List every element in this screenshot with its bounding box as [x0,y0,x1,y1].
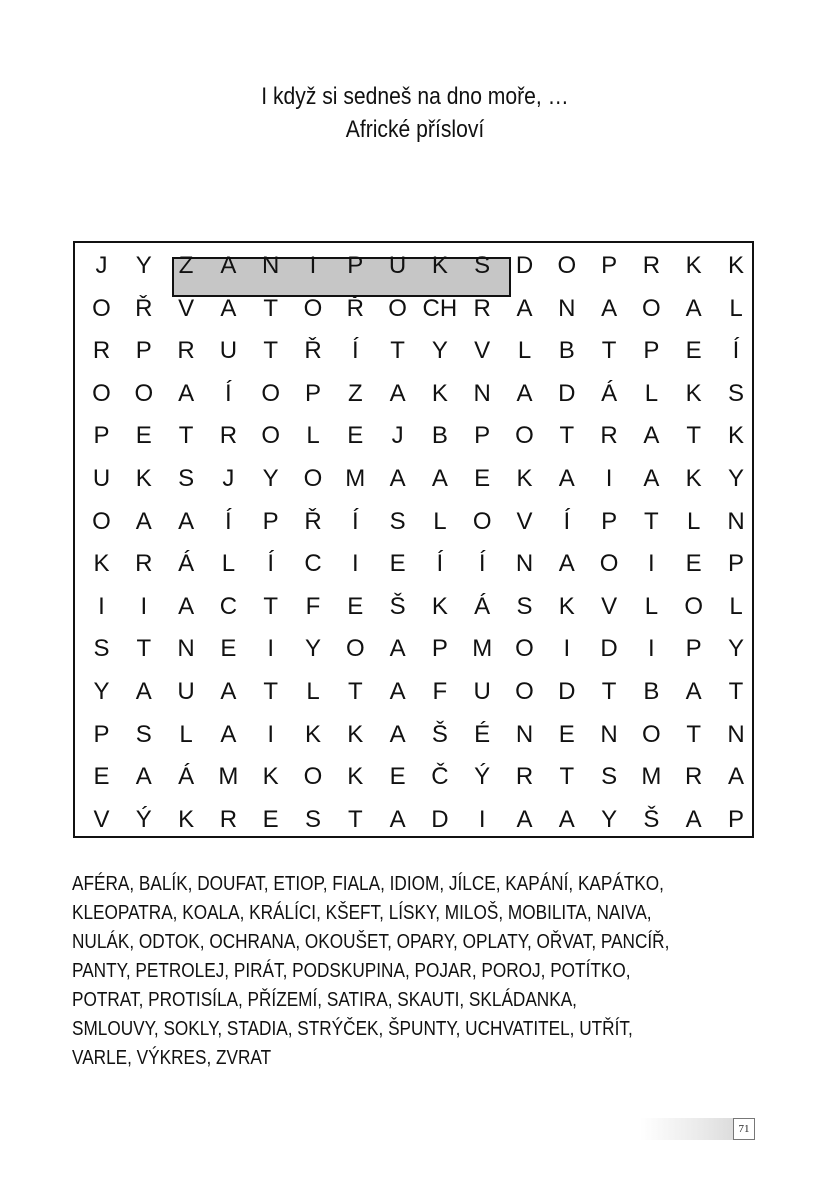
grid-letter: Í [436,550,444,578]
grid-letter: Á [601,379,618,407]
grid-letter: V [178,294,195,322]
grid-letter: Ý [474,763,491,791]
grid-letter: A [431,465,448,492]
grid-letter: U [473,678,491,705]
grid-letter: A [601,294,618,322]
grid-letter: J [95,252,108,279]
grid-letter: B [643,678,660,705]
grid-letter: E [685,550,702,578]
grid-letter: R [473,294,491,322]
grid-letter: F [305,592,321,620]
grid-letter: A [389,805,406,833]
grid-letter: O [303,294,323,322]
grid-letter: D [558,379,576,407]
grid-letter: I [648,635,655,663]
grid-row [75,502,752,542]
grid-letter: Á [178,763,195,791]
grid-letter: Z [178,252,194,279]
grid-letter: L [729,294,743,322]
grid-letter: O [92,379,111,407]
grid-letter: Č [431,763,449,791]
grid-row [75,289,752,329]
grid-letter: E [135,422,152,450]
grid-letter: O [684,592,704,620]
word-list-line: NULÁK, ODTOK, OCHRANA, OKOUŠET, OPARY, OPLATY, OŘVAT, PANCÍŘ, [72,931,670,953]
grid-letter: A [135,763,152,791]
word-list-line: POTRAT, PROTISÍLA, PŘÍZEMÍ, SATIRA, SKAUTI, SKLÁDANKA, [72,989,577,1011]
grid-letter: U [92,465,111,492]
grid-letter: Í [478,550,486,578]
grid-letter: P [685,635,702,663]
grid-letter: K [558,592,575,620]
grid-letter: A [220,294,237,322]
grid-letter: M [218,763,239,791]
grid-letter: N [262,252,280,279]
grid-letter: T [601,678,617,705]
grid-letter: O [388,294,407,322]
grid-letter: C [219,592,238,620]
grid-letter: O [599,550,619,578]
grid-letter: L [729,592,743,620]
grid-letter: A [558,550,575,578]
grid-letter: L [687,507,701,535]
grid-letter: R [600,422,618,450]
grid-letter: T [263,678,279,705]
grid-letter: A [643,422,660,450]
grid-row [75,331,752,371]
grid-letter: Í [732,337,740,365]
grid-letter: O [345,635,365,663]
grid-letter: K [685,465,702,492]
grid-letter: A [727,763,744,791]
grid-letter: D [515,252,534,279]
grid-letter: R [685,763,703,791]
grid-letter: E [474,465,491,492]
grid-letter: T [347,805,363,833]
grid-letter: S [304,805,321,833]
grid-letter: E [389,550,406,578]
page-number: 71 [733,1118,755,1140]
grid-row [75,246,752,286]
grid-letter: O [261,422,281,450]
grid-letter: O [642,720,661,748]
grid-letter: O [134,379,154,407]
grid-letter: J [222,465,235,492]
grid-letter: CH [422,294,458,322]
grid-row [75,416,752,456]
grid-letter: Š [643,805,660,833]
grid-letter: U [219,337,238,365]
grid-letter: E [685,337,702,365]
grid-letter: K [347,720,364,748]
grid-letter: É [474,720,491,748]
grid-letter: A [389,635,406,663]
grid-letter: Y [135,252,152,279]
grid-letter: E [262,805,279,833]
grid-letter: O [92,294,111,322]
grid-letter: P [643,337,660,365]
grid-letter: S [601,763,618,791]
grid-letter: K [727,422,744,450]
grid-letter: A [643,465,660,492]
grid-letter: K [93,550,110,578]
grid-letter: L [644,379,659,407]
grid-letter: I [605,465,613,492]
grid-row [75,459,752,499]
grid-letter: N [177,635,195,663]
grid-letter: T [390,337,405,365]
grid-letter: V [474,337,491,365]
grid-letter: A [389,678,406,705]
grid-letter: Y [727,635,744,663]
grid-letter: Z [347,379,363,407]
grid-letter: Í [267,550,275,578]
grid-letter: P [601,252,618,279]
grid-letter: A [135,678,152,705]
grid-letter: A [516,294,533,322]
grid-letter: K [727,252,744,279]
grid-letter: J [391,422,404,450]
grid-letter: N [727,720,745,748]
word-list-line: AFÉRA, BALÍK, DOUFAT, ETIOP, FIALA, IDIOM, JÍLCE, KAPÁNÍ, KAPÁTKO, [72,873,664,895]
grid-letter: I [98,592,105,620]
page-header [50,80,780,146]
grid-letter: O [261,379,281,407]
grid-letter: K [304,720,321,748]
grid-letter: Y [262,465,279,492]
grid-letter: K [178,805,195,833]
grid-letter: Š [389,592,406,620]
grid-letter: O [515,422,534,450]
grid-letter: A [389,720,406,748]
grid-letter: P [601,507,618,535]
grid-letter: L [433,507,447,535]
grid-letter: R [92,337,111,365]
grid-letter: V [516,507,533,535]
grid-letter: K [135,465,152,492]
grid-letter: P [727,805,744,833]
grid-letter: P [347,252,364,279]
grid-letter: V [601,592,618,620]
word-list [72,870,760,1073]
grid-letter: Á [474,592,491,620]
grid-letter: V [93,805,110,833]
grid-letter: E [347,422,364,450]
grid-letter: A [178,379,195,407]
grid-letter: O [557,252,577,279]
grid-row [75,629,752,669]
grid-letter: D [600,635,618,663]
grid-letter: L [306,422,320,450]
grid-letter: B [431,422,448,450]
grid-letter: T [686,720,702,748]
grid-letter: L [179,720,193,748]
grid-letter: Í [563,507,571,535]
grid-letter: T [559,763,575,791]
grid-letter: Á [178,550,195,578]
grid-letter: Y [601,805,618,833]
grid-letter: A [558,465,575,492]
grid-letter: A [685,678,702,705]
grid-letter: K [431,379,448,407]
grid-letter: A [389,379,406,407]
grid-letter: S [178,465,195,492]
grid-row [75,587,752,627]
grid-letter: I [648,550,655,578]
grid-letter: Y [93,678,110,705]
grid-letter: S [474,252,491,279]
grid-letter: E [558,720,575,748]
grid-letter: T [728,678,744,705]
grid-letter: O [303,763,323,791]
grid-letter: A [685,294,702,322]
grid-letter: N [515,720,534,748]
word-list-line: KLEOPATRA, KOALA, KRÁLÍCI, KŠEFT, LÍSKY, MILOŠ, MOBILITA, NAIVA, [72,902,652,924]
grid-letter: K [262,763,279,791]
grid-letter: Y [727,465,744,492]
grid-letter: A [685,805,702,833]
grid-letter: I [267,635,275,663]
grid-letter: O [303,465,323,492]
grid-letter: R [219,805,238,833]
grid-letter: A [220,678,237,705]
grid-letter: A [220,252,237,279]
grid-letter: S [93,635,110,663]
grid-letter: L [306,678,320,705]
grid-letter: K [516,465,533,492]
grid-letter: T [136,635,152,663]
grid-letter: O [642,294,661,322]
grid-letter: S [389,507,406,535]
grid-row [75,757,752,797]
quote-source: Africké přísloví [345,116,485,143]
grid-letter: T [686,422,702,450]
grid-letter: L [644,592,659,620]
grid-letter: E [347,592,364,620]
grid-letter: A [220,720,237,748]
grid-letter: I [140,592,148,620]
grid-letter: Í [351,507,359,535]
word-search-grid [73,241,754,838]
grid-letter: D [431,805,449,833]
grid-letter: A [178,507,195,535]
grid-letter: O [515,678,534,705]
grid-row [75,672,752,712]
grid-letter: R [135,550,153,578]
grid-letter: U [388,252,407,279]
grid-letter: A [178,592,195,620]
grid-letter: I [309,252,317,279]
grid-letter: R [219,422,238,450]
grid-letter: Ř [135,294,153,322]
grid-letter: E [93,763,110,791]
grid-letter: K [685,379,702,407]
grid-letter: E [389,763,406,791]
grid-letter: N [600,720,618,748]
grid-letter: Ř [304,507,322,535]
grid-letter: C [304,550,322,578]
grid-letter: A [389,465,406,492]
grid-letter: T [263,337,279,365]
grid-letter: N [473,379,491,407]
word-list-line: SMLOUVY, SOKLY, STADIA, STRÝČEK, ŠPUNTY, UCHVATITEL, UTŘÍT, [72,1018,633,1040]
grid-letter: R [515,763,534,791]
grid-letter: F [432,678,448,705]
grid-letter: P [474,422,491,450]
grid-letter: I [351,550,359,578]
grid-letter: U [177,678,195,705]
grid-letter: S [135,720,152,748]
grid-letter: Ř [304,337,322,365]
grid-letter: A [558,805,575,833]
grid-letter: S [727,379,744,407]
grid-letter: K [685,252,702,279]
grid-letter: O [515,635,534,663]
word-list-line: PANTY, PETROLEJ, PIRÁT, PODSKUPINA, POJAR, POROJ, POTÍTKO, [72,960,631,982]
grid-letter: T [347,678,363,705]
grid-letter: A [516,805,533,833]
grid-letter: K [431,592,448,620]
grid-letter: P [262,507,279,535]
grid-letter: P [93,422,110,450]
grid-letter: P [727,550,744,578]
grid-letter: T [263,294,279,322]
grid-letter: N [727,507,745,535]
grid-letter: O [472,507,492,535]
grid-letter: N [515,550,534,578]
grid-letter: L [221,550,236,578]
grid-letter: T [178,422,194,450]
grid-letter: A [135,507,152,535]
grid-row [75,800,752,840]
grid-letter: I [563,635,571,663]
grid-letter: Ř [346,294,364,322]
grid-letter: K [431,252,448,279]
grid-row [75,715,752,755]
page-footer [640,1118,755,1140]
grid-row [75,374,752,414]
grid-letter: P [135,337,152,365]
grid-letter: E [220,635,237,663]
grid-letter: R [642,252,661,279]
grid-letter: T [601,337,617,365]
grid-letter: P [304,379,321,407]
grid-letter: L [517,337,532,365]
grid-letter: T [559,422,575,450]
grid-letter: Y [431,337,448,365]
grid-letter: M [345,465,366,492]
grid-letter: B [558,337,575,365]
grid-letter: Š [431,720,448,748]
grid-letter: D [558,678,576,705]
grid-letter: P [431,635,448,663]
grid-letter: T [263,592,279,620]
grid-letter: M [472,635,493,663]
grid-letter: I [267,720,275,748]
word-list-line: VARLE, VÝKRES, ZVRAT [72,1047,272,1069]
grid-letter: K [347,763,364,791]
grid-letter: M [641,763,662,791]
grid-letter: I [478,805,486,833]
grid-letter: Í [351,337,359,365]
grid-letter: R [177,337,195,365]
grid-letter: N [558,294,576,322]
quote-text: I když si sedneš na dno moře, … [261,83,569,110]
grid-letter: S [516,592,533,620]
grid-letter: Í [225,379,232,407]
grid-letter: T [644,507,659,535]
grid-letter: Ý [135,805,152,833]
grid-row [75,544,752,584]
grid-letter: Y [304,635,321,663]
grid-letter: O [92,507,111,535]
grid-letter: P [93,720,110,748]
grid-letter: Í [225,507,232,535]
grid-letter: A [516,379,533,407]
